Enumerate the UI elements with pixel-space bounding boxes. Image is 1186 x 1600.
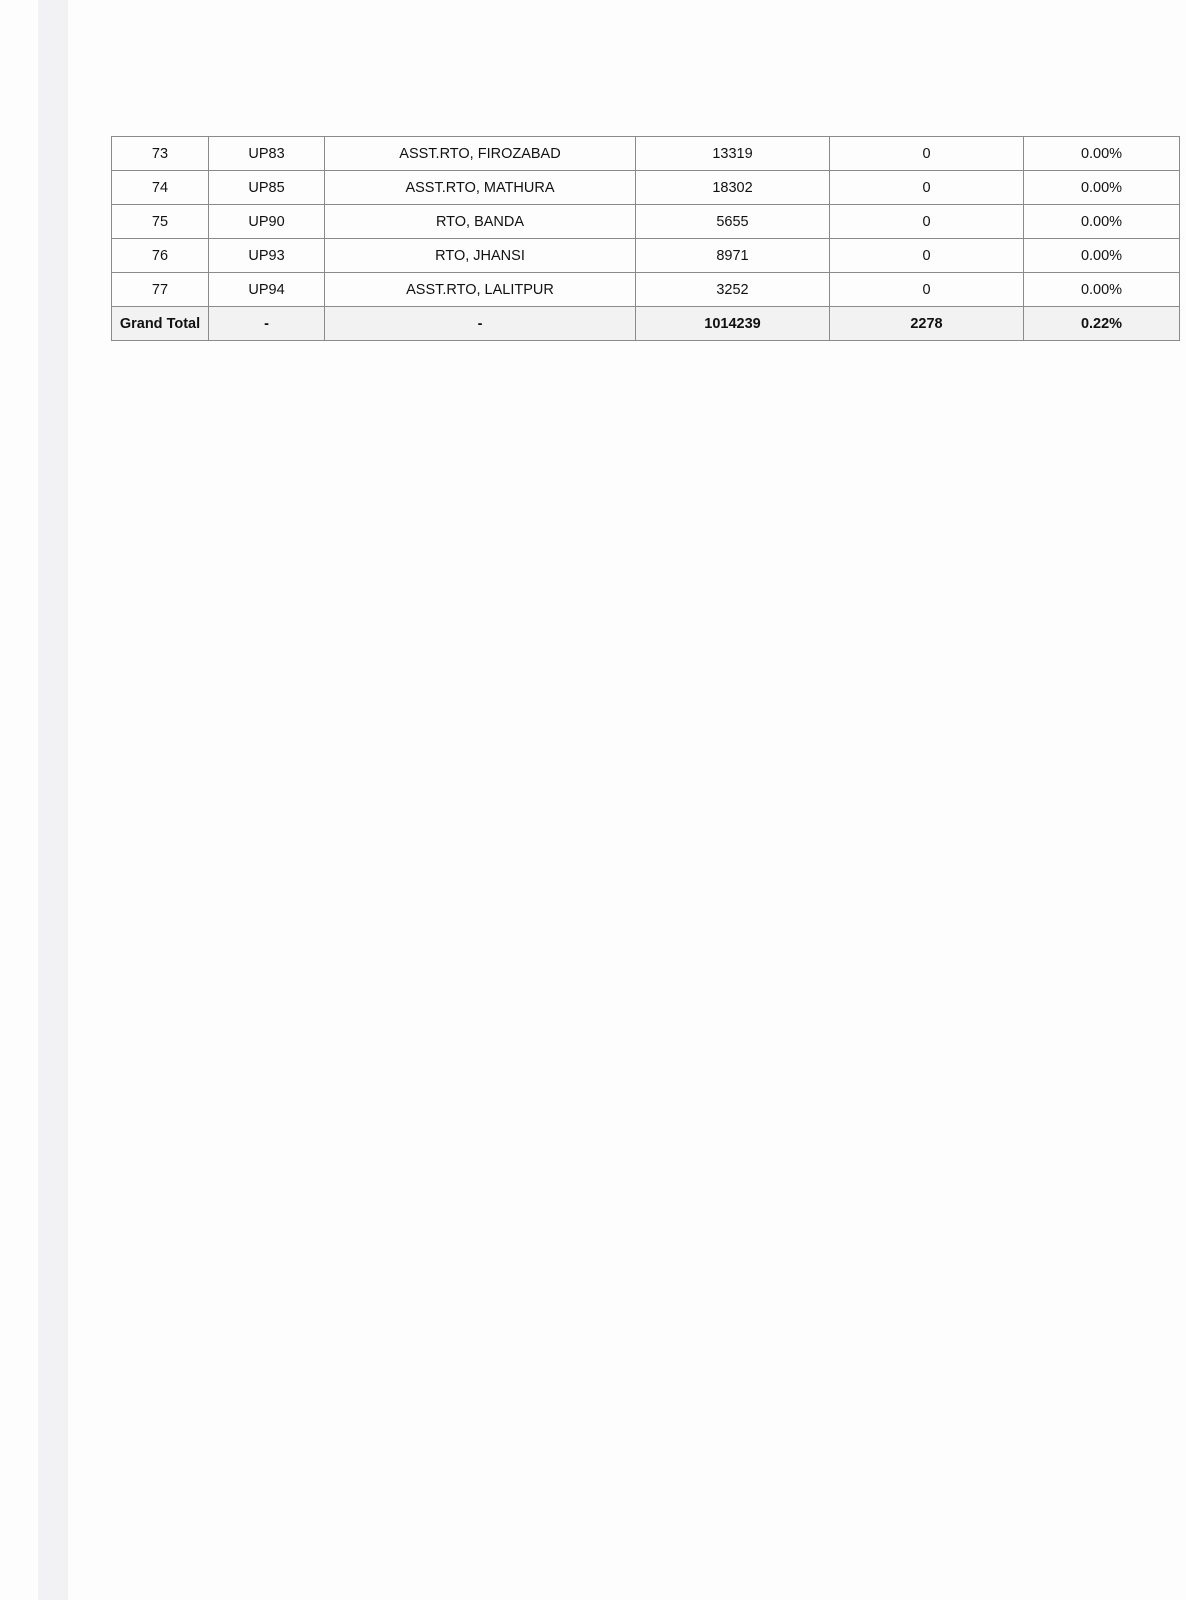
percent-cell: 0.00% bbox=[1024, 273, 1180, 307]
total-office-cell: - bbox=[325, 307, 636, 341]
count-cell: 5655 bbox=[636, 205, 830, 239]
left-gutter bbox=[38, 0, 68, 1600]
value-cell: 0 bbox=[830, 273, 1024, 307]
percent-cell: 0.00% bbox=[1024, 239, 1180, 273]
table-row bbox=[112, 171, 1180, 205]
table-row bbox=[112, 239, 1180, 273]
office-cell: ASST.RTO, LALITPUR bbox=[325, 273, 636, 307]
table-row bbox=[112, 137, 1180, 171]
total-value-cell: 2278 bbox=[830, 307, 1024, 341]
value-cell: 0 bbox=[830, 171, 1024, 205]
serial-cell: 77 bbox=[112, 273, 209, 307]
table-row bbox=[112, 273, 1180, 307]
grand-total-label: Grand Total bbox=[112, 307, 209, 341]
count-cell: 18302 bbox=[636, 171, 830, 205]
code-cell: UP83 bbox=[209, 137, 325, 171]
percent-cell: 0.00% bbox=[1024, 171, 1180, 205]
value-cell: 0 bbox=[830, 205, 1024, 239]
count-cell: 3252 bbox=[636, 273, 830, 307]
count-cell: 8971 bbox=[636, 239, 830, 273]
count-cell: 13319 bbox=[636, 137, 830, 171]
serial-cell: 74 bbox=[112, 171, 209, 205]
value-cell: 0 bbox=[830, 239, 1024, 273]
office-cell: ASST.RTO, MATHURA bbox=[325, 171, 636, 205]
value-cell: 0 bbox=[830, 137, 1024, 171]
code-cell: UP93 bbox=[209, 239, 325, 273]
percent-cell: 0.00% bbox=[1024, 205, 1180, 239]
rto-report-table bbox=[111, 136, 1180, 341]
total-count-cell: 1014239 bbox=[636, 307, 830, 341]
table-row bbox=[112, 205, 1180, 239]
serial-cell: 76 bbox=[112, 239, 209, 273]
code-cell: UP90 bbox=[209, 205, 325, 239]
total-percent-cell: 0.22% bbox=[1024, 307, 1180, 341]
office-cell: RTO, BANDA bbox=[325, 205, 636, 239]
serial-cell: 73 bbox=[112, 137, 209, 171]
code-cell: UP94 bbox=[209, 273, 325, 307]
percent-cell: 0.00% bbox=[1024, 137, 1180, 171]
total-code-cell: - bbox=[209, 307, 325, 341]
serial-cell: 75 bbox=[112, 205, 209, 239]
grand-total-row bbox=[112, 307, 1180, 341]
office-cell: ASST.RTO, FIROZABAD bbox=[325, 137, 636, 171]
office-cell: RTO, JHANSI bbox=[325, 239, 636, 273]
code-cell: UP85 bbox=[209, 171, 325, 205]
